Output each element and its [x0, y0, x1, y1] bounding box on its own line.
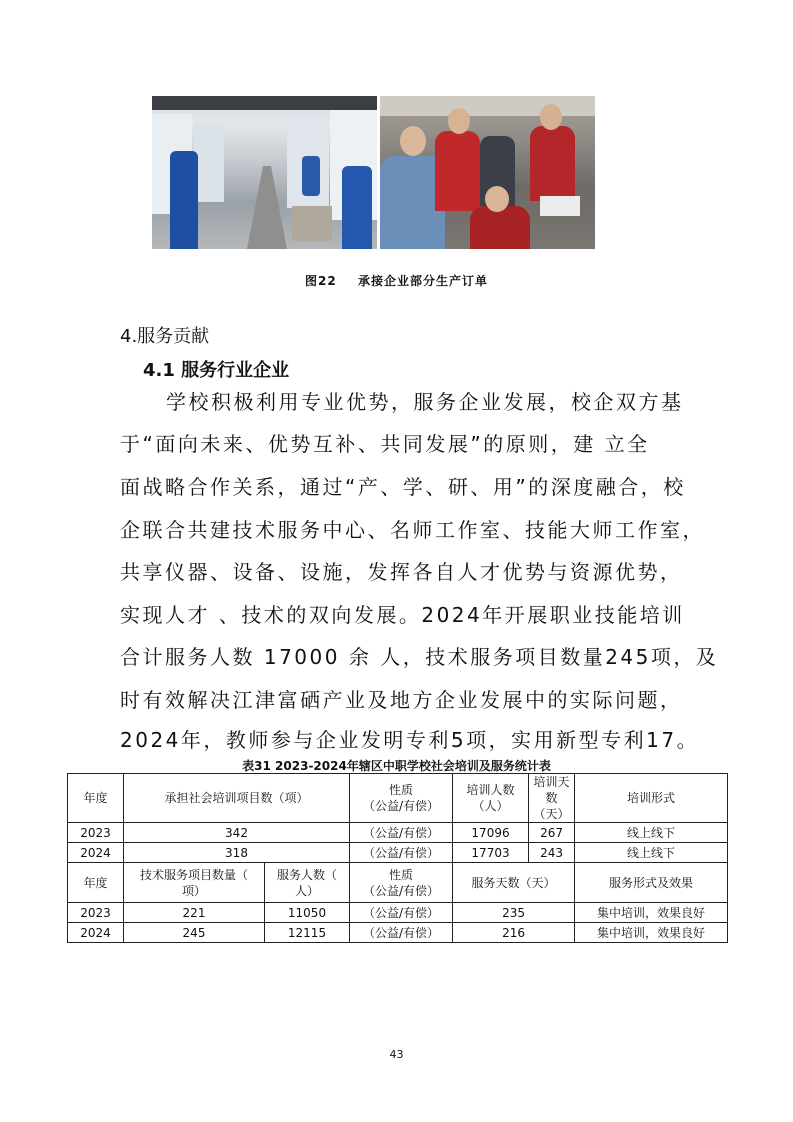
cell-trainees: 17096 [453, 823, 529, 843]
cell-days: 243 [529, 843, 575, 863]
paragraph-line: 学校积极利用专业优势，服务企业发展，校企双方基 [166, 390, 684, 414]
cell-nature: （公益/有偿） [350, 923, 453, 943]
header-projects: 承担社会培训项目数（项） [124, 774, 350, 823]
cell-served: 12115 [265, 923, 350, 943]
table-row [68, 923, 728, 943]
cell-service-form: 集中培训，效果良好 [575, 923, 728, 943]
cell-year: 2024 [68, 843, 124, 863]
table-header-row [68, 863, 728, 903]
figure-number: 图22 [305, 274, 337, 288]
header-service-form: 服务形式及效果 [575, 863, 728, 903]
section-heading: 4.服务贡献 [120, 326, 210, 347]
header-year: 年度 [68, 774, 124, 823]
cell-service-days: 216 [453, 923, 575, 943]
figure-caption [0, 272, 793, 289]
technicians-group-photo [380, 96, 595, 249]
paragraph-line: 于“面向未来、优势互补、共同发展”的原则，建 立全 [120, 432, 650, 456]
cell-year: 2024 [68, 923, 124, 943]
cell-form: 线上线下 [575, 823, 728, 843]
cell-year: 2023 [68, 823, 124, 843]
paragraph-line: 2024年，教师参与企业发明专利5项，实用新型专利17。 [120, 728, 700, 752]
header-nature: 性质 （公益/有偿） [350, 774, 453, 823]
cell-projects: 318 [124, 843, 350, 863]
cell-tech: 245 [124, 923, 265, 943]
header-year: 年度 [68, 863, 124, 903]
cell-form: 线上线下 [575, 843, 728, 863]
paragraph-line: 实现人才 、技术的双向发展。2024年开展职业技能培训 [120, 603, 685, 627]
section-subheading: 4.1 服务行业企业 [143, 360, 290, 381]
header-trainees: 培训人数 （人） [453, 774, 529, 823]
paragraph-line: 企联合共建技术服务中心、名师工作室、技能大师工作室， [120, 518, 705, 542]
table-title: 表31 2023-2024年辖区中职学校社会培训及服务统计表 [242, 759, 551, 773]
cell-nature: （公益/有偿） [350, 903, 453, 923]
header-nature: 性质 （公益/有偿） [350, 863, 453, 903]
cell-year: 2023 [68, 903, 124, 923]
header-service-days: 服务天数（天） [453, 863, 575, 903]
cell-nature: （公益/有偿） [350, 843, 453, 863]
table-row [68, 903, 728, 923]
table-row [68, 843, 728, 863]
cell-served: 11050 [265, 903, 350, 923]
cell-nature: （公益/有偿） [350, 823, 453, 843]
cell-trainees: 17703 [453, 843, 529, 863]
paragraph-line: 共享仪器、设备、设施，发挥各自人才优势与资源优势， [120, 560, 683, 584]
table-header-row [68, 774, 728, 823]
header-served: 服务人数（ 人） [265, 863, 350, 903]
figure-caption-text: 承接企业部分生产订单 [357, 274, 488, 288]
cell-tech: 221 [124, 903, 265, 923]
paragraph-line: 合计服务人数 17000 余 人，技术服务项目数量245项，及 [120, 645, 719, 669]
table-row [68, 823, 728, 843]
cell-projects: 342 [124, 823, 350, 843]
cell-service-form: 集中培训，效果良好 [575, 903, 728, 923]
header-tech: 技术服务项目数量（ 项） [124, 863, 265, 903]
header-days: 培训天数 （天） [529, 774, 575, 823]
paragraph-line: 面战略合作关系，通过“产、学、研、用”的深度融合，校 [120, 475, 686, 499]
training-service-table [67, 773, 728, 943]
header-form: 培训形式 [575, 774, 728, 823]
cell-days: 267 [529, 823, 575, 843]
factory-workshop-photo [152, 96, 377, 249]
paragraph-line: 时有效解决江津富硒产业及地方企业发展中的实际问题， [120, 688, 683, 712]
cell-service-days: 235 [453, 903, 575, 923]
page-number: 43 [389, 1048, 404, 1061]
